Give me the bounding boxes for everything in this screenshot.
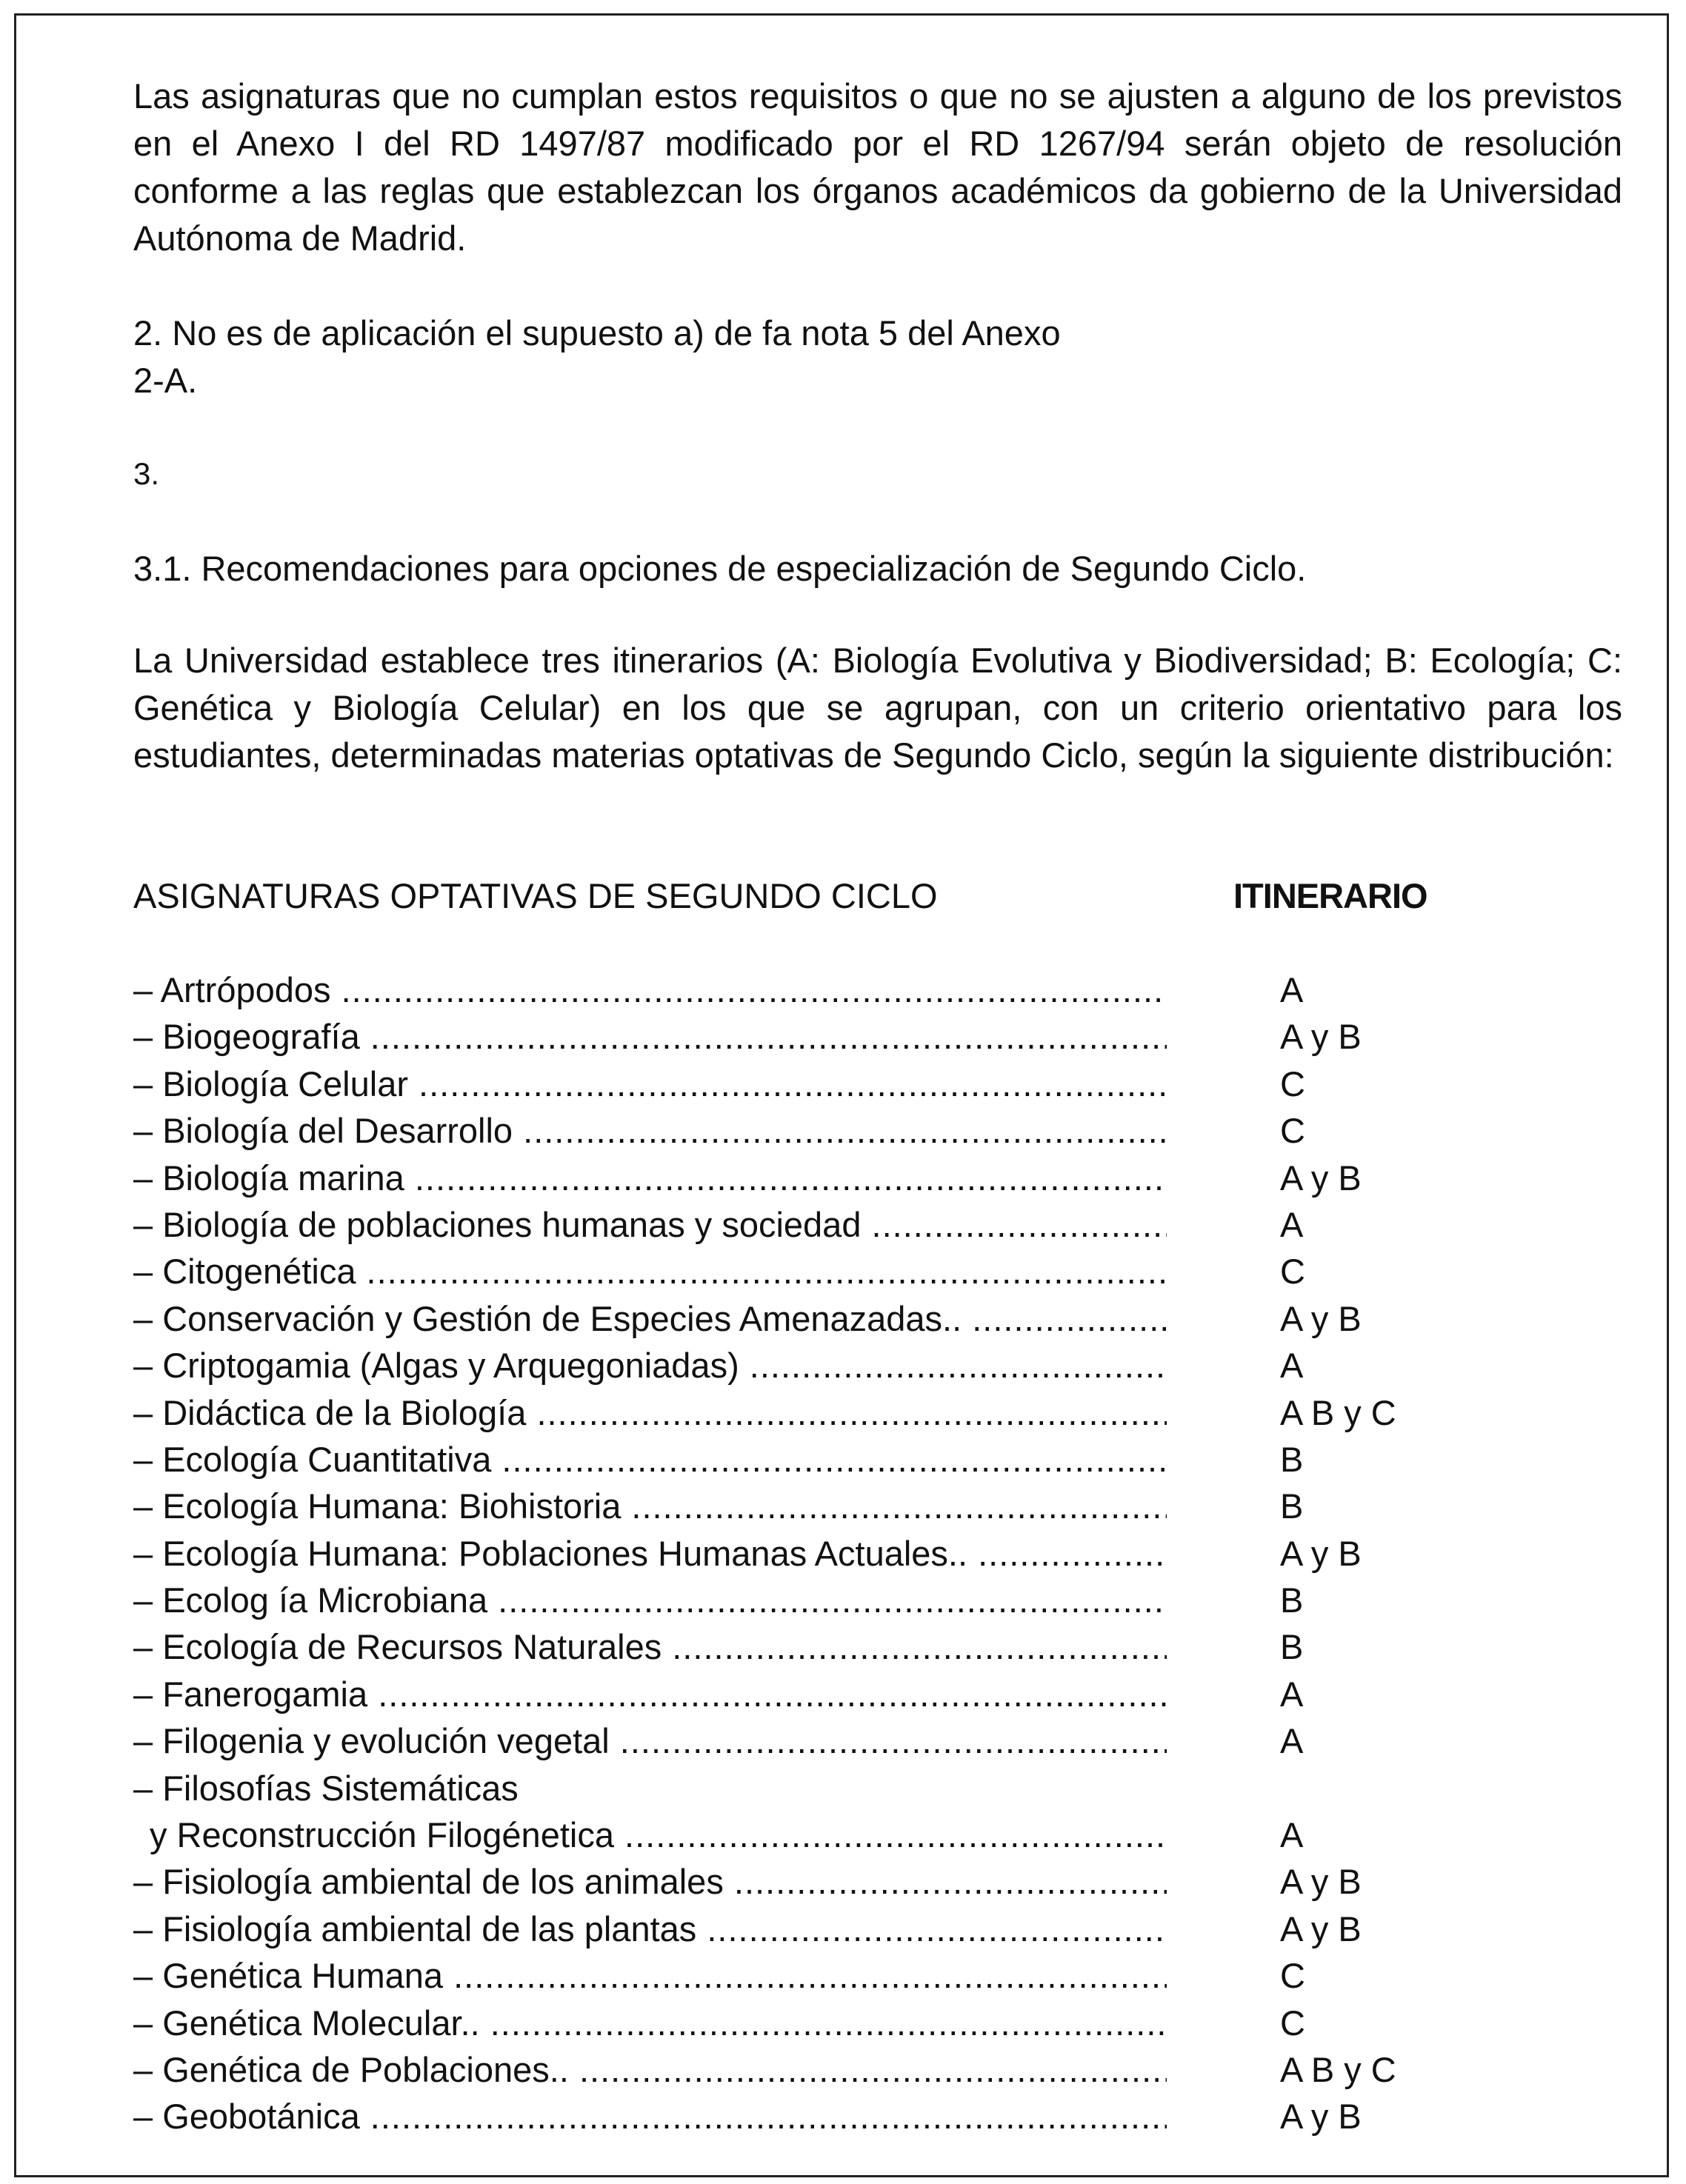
table-row bbox=[133, 1107, 1622, 1154]
table-header-subjects: ASIGNATURAS OPTATIVAS DE SEGUNDO CICLO bbox=[133, 876, 938, 915]
subject-itinerary: C bbox=[1280, 1956, 1305, 1996]
table-header-itinerary: ITINERARIO bbox=[1233, 876, 1427, 915]
subject-name: – Didáctica de la Biología ..... bbox=[133, 1389, 1167, 1436]
subject-itinerary: A y B bbox=[1280, 2097, 1362, 2137]
subject-name: – Genética de Poblaciones.. ..... bbox=[133, 2046, 1167, 2093]
table-row bbox=[133, 1483, 1622, 1529]
subject-itinerary: A bbox=[1280, 1346, 1304, 1386]
table-row bbox=[133, 1389, 1622, 1436]
subject-name: – Artrópodos ..... bbox=[133, 966, 1167, 1013]
subject-itinerary: A y B bbox=[1280, 1862, 1362, 1902]
subject-name: – Fanerogamia ..... bbox=[133, 1671, 1167, 1717]
table-row bbox=[133, 1952, 1622, 1999]
subject-itinerary: A bbox=[1280, 1815, 1304, 1855]
subject-name: – Biología de poblaciones humanas y sociedad ..... bbox=[133, 1201, 1167, 1248]
table-row bbox=[133, 1013, 1622, 1060]
table-row bbox=[133, 2093, 1622, 2140]
subject-name: – Ecología de Recursos Naturales ..... bbox=[133, 1623, 1167, 1670]
subject-name: – Ecología Humana: Poblaciones Humanas Actuales.. ..... bbox=[133, 1530, 1167, 1577]
subject-itinerary: C bbox=[1280, 2003, 1305, 2043]
subject-name: – Ecolog ía Microbiana ..... bbox=[133, 1577, 1167, 1623]
subject-itinerary: A B y C bbox=[1280, 1392, 1396, 1432]
subject-name: y Reconstrucción Filogénetica ..... bbox=[133, 1811, 1167, 1858]
table-row bbox=[133, 1577, 1622, 1623]
table-row bbox=[133, 966, 1622, 1013]
table-row bbox=[133, 1530, 1622, 1577]
subject-itinerary: A y B bbox=[1280, 1533, 1362, 1573]
subject-name: – Ecología Humana: Biohistoria ..... bbox=[133, 1483, 1167, 1529]
subject-name: – Genética Molecular.. ..... bbox=[133, 2000, 1167, 2046]
subject-itinerary: B bbox=[1280, 1580, 1304, 1620]
subject-name: – Ecología Cuantitativa ..... bbox=[133, 1436, 1167, 1483]
subject-itinerary: A y B bbox=[1280, 1298, 1362, 1338]
subject-itinerary: C bbox=[1280, 1252, 1305, 1292]
subject-itinerary: A B y C bbox=[1280, 2049, 1396, 2089]
subject-name: – Biología del Desarrollo ..... bbox=[133, 1107, 1167, 1154]
table-row bbox=[133, 1436, 1622, 1483]
subject-name: – Filogenia y evolución vegetal ..... bbox=[133, 1717, 1167, 1764]
subject-name: – Filosofías Sistemáticas bbox=[133, 1768, 519, 1808]
paragraph-2-line-2: 2-A. bbox=[133, 361, 198, 400]
table-row bbox=[133, 1201, 1622, 1248]
subject-itinerary: C bbox=[1280, 1063, 1305, 1103]
paragraph-requisitos: Las asignaturas que no cumplan estos requisitos o que no se ajusten a alguno de los previstos en el Anexo I del RD 1497/87 modificado por el RD 1267/94 serán objeto de resolución conforme a las reglas que establezcan los órganos académicos da gobierno de la Universidad Autónoma de Madrid. bbox=[133, 76, 1622, 258]
section-3-1-heading: 3.1. Recomendaciones para opciones de especialización de Segundo Ciclo. bbox=[133, 549, 1307, 588]
subject-itinerary: A y B bbox=[1280, 1909, 1362, 1948]
table-row bbox=[133, 1623, 1622, 1670]
subject-name: – Biogeografía ..... bbox=[133, 1013, 1167, 1060]
subject-name: – Fisiología ambiental de las plantas ..... bbox=[133, 1906, 1167, 1952]
subject-name: – Geobotánica ..... bbox=[133, 2093, 1167, 2140]
subject-itinerary: A bbox=[1280, 1204, 1304, 1244]
table-row bbox=[133, 1717, 1622, 1764]
subject-itinerary: A bbox=[1280, 970, 1304, 1009]
paragraph-2-line-1: 2. No es de aplicación el supuesto a) de fa nota 5 del Anexo bbox=[133, 313, 1061, 353]
table-row bbox=[133, 1061, 1622, 1107]
subject-name: – Citogenética ..... bbox=[133, 1248, 1167, 1295]
subject-itinerary: B bbox=[1280, 1439, 1304, 1479]
paragraph-itinerarios: La Universidad establece tres itinerarios (A: Biología Evolutiva y Biodiversidad; B: Ecología; C: Genética y Biología Celular) en los que se agrupan, con un criterio orientativo para los estudiantes, determinadas materias optativas de Segundo Ciclo, según la siguiente distribución: bbox=[133, 641, 1622, 775]
subject-name: – Criptogamia (Algas y Arquegoniadas) ..... bbox=[133, 1342, 1167, 1389]
table-row bbox=[133, 1811, 1622, 1858]
table-row bbox=[133, 1342, 1622, 1389]
table-row bbox=[133, 1671, 1622, 1717]
table-row bbox=[133, 2000, 1622, 2046]
table-row bbox=[133, 1765, 1622, 1811]
subject-itinerary: B bbox=[1280, 1486, 1304, 1526]
subject-name: – Genética Humana ..... bbox=[133, 1952, 1167, 1999]
subject-name: – Conservación y Gestión de Especies Amenazadas.. ..... bbox=[133, 1295, 1167, 1342]
subject-name: – Biología Celular ..... bbox=[133, 1061, 1167, 1107]
subjects-table bbox=[133, 966, 1622, 2140]
table-row bbox=[133, 1155, 1622, 1201]
table-row bbox=[133, 1906, 1622, 1952]
table-row bbox=[133, 1858, 1622, 1905]
subject-name: – Fisiología ambiental de los animales ..... bbox=[133, 1858, 1167, 1905]
table-row bbox=[133, 1248, 1622, 1295]
subject-itinerary: C bbox=[1280, 1111, 1305, 1151]
subject-itinerary: A y B bbox=[1280, 1017, 1362, 1057]
section-3-number: 3. bbox=[133, 456, 160, 491]
subject-itinerary: A bbox=[1280, 1721, 1304, 1761]
subject-itinerary: B bbox=[1280, 1627, 1304, 1667]
subject-name: – Biología marina ..... bbox=[133, 1155, 1167, 1201]
subject-itinerary: A bbox=[1280, 1674, 1304, 1714]
table-row bbox=[133, 2046, 1622, 2093]
table-row bbox=[133, 1295, 1622, 1342]
subject-itinerary: A y B bbox=[1280, 1158, 1362, 1198]
